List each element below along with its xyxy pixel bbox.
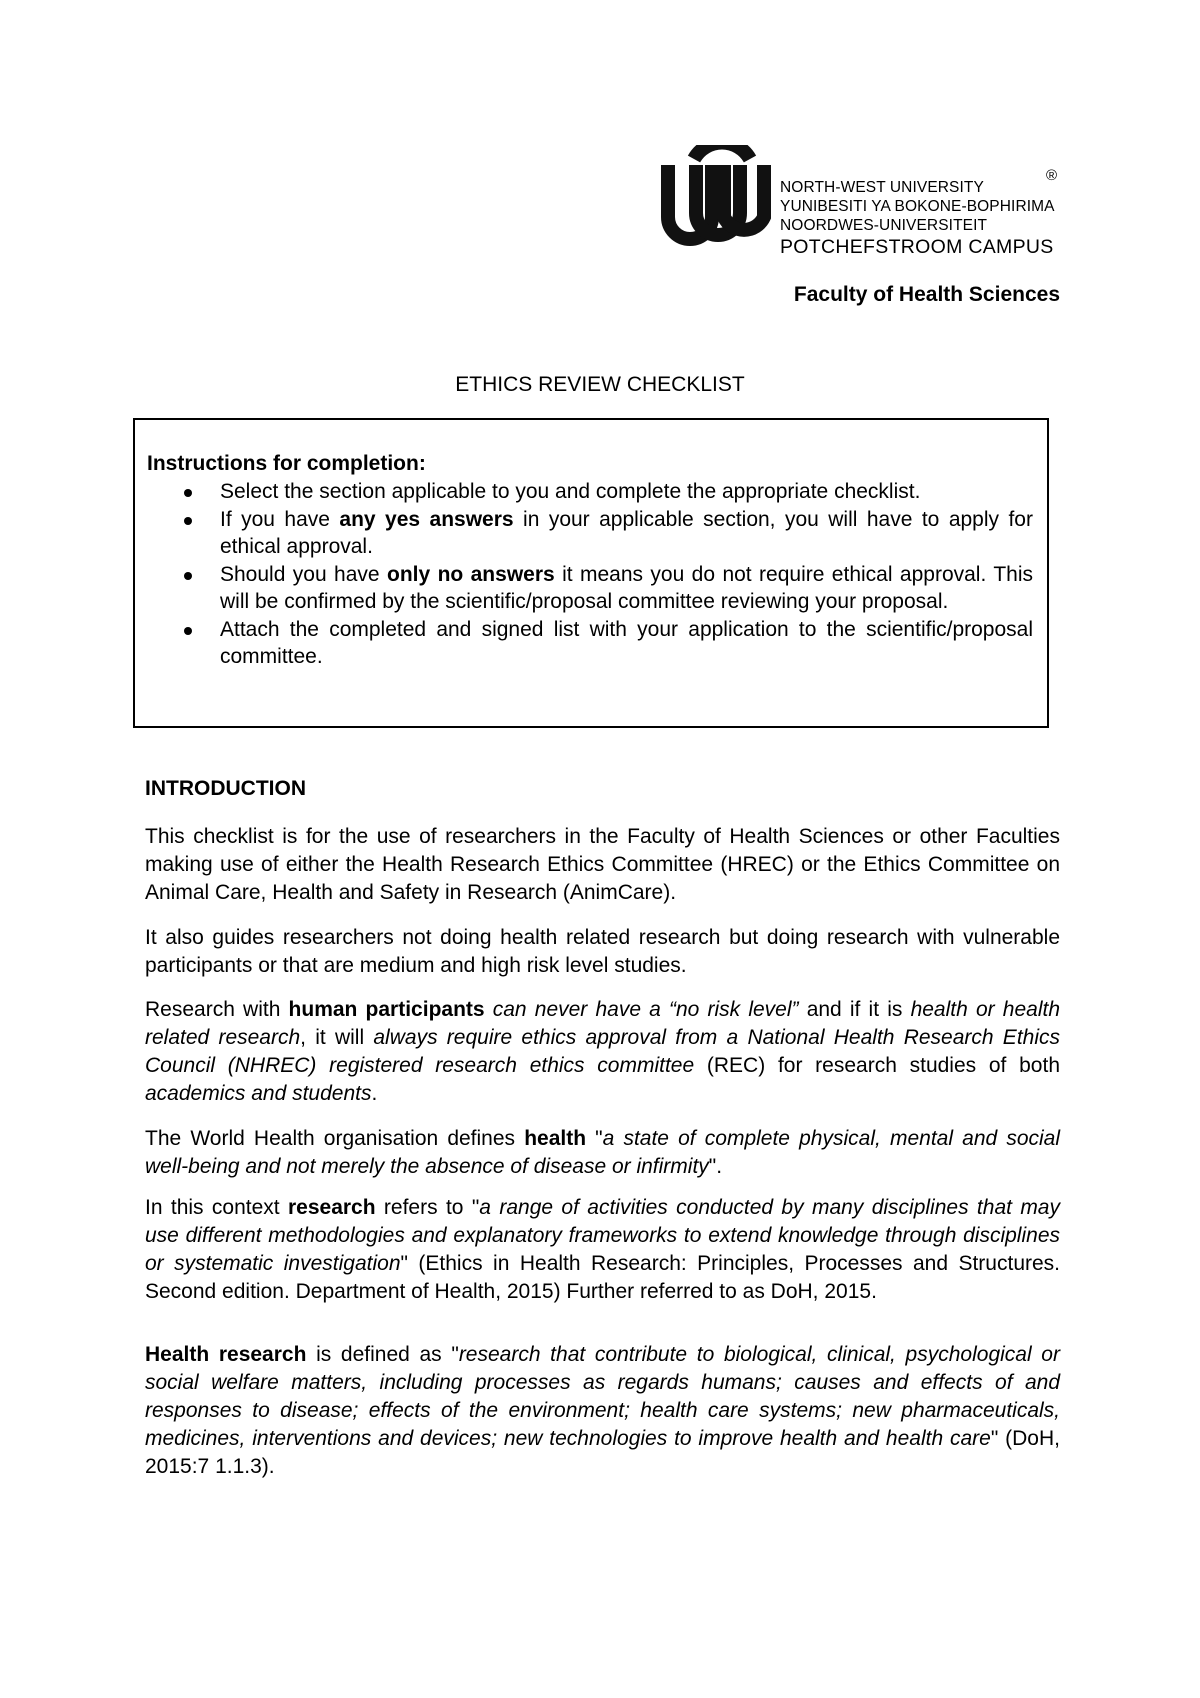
- instruction-item: [147, 506, 1033, 561]
- text-run: health: [524, 1127, 587, 1150]
- text-run: ": [586, 1127, 603, 1150]
- text-run: " (Ethics in Health Research: Principles, Processes and Structures. Second edition. Department of Health, 2015) Further referred to as DoH, 2015.: [145, 1252, 1060, 1303]
- introduction-heading: INTRODUCTION: [145, 777, 306, 800]
- intro-paragraph-2: [145, 924, 1060, 980]
- text-run: a state of complete physical, mental and social well-being and not merely the absence of disease or infirmity: [145, 1127, 1061, 1178]
- instruction-item: [147, 616, 1033, 671]
- logo-line-1: NORTH-WEST UNIVERSITY: [780, 179, 984, 196]
- text-run: it means you do not require ethical approval. This will be confirmed by the scientific/proposal committee reviewing your proposal.: [220, 562, 1033, 613]
- text-run: human participants: [288, 998, 485, 1021]
- text-run: Health research: [145, 1343, 307, 1366]
- text-run: It also guides researchers not doing health related research but doing research with vulnerable participants or that are medium and high risk level studies.: [145, 926, 1060, 977]
- instructions-heading: Instructions for completion:: [147, 452, 426, 475]
- text-run: only no answers: [387, 562, 555, 586]
- text-run: The World Health organisation defines: [145, 1127, 525, 1150]
- intro-paragraph-3: [145, 996, 1060, 1108]
- text-run: Attach the completed and signed list with your application to the scientific/proposal committee.: [220, 617, 1033, 668]
- faculty-name: Faculty of Health Sciences: [793, 283, 1060, 306]
- registered-mark: ®: [1046, 167, 1058, 184]
- text-run: In this context: [145, 1196, 288, 1219]
- logo-line-4: POTCHEFSTROOM CAMPUS: [780, 236, 1054, 258]
- text-run: can never have a “no risk level”: [492, 998, 799, 1021]
- nwu-logo-icon: [654, 145, 772, 263]
- text-run: .: [371, 1082, 378, 1105]
- text-run: This checklist is for the use of researchers in the Faculty of Health Sciences or other Faculties making use of either the Health Research Ethics Committee (HREC) or the Ethics Committee on Animal Care, Health and Safety in Research (AnimCare).: [145, 825, 1060, 904]
- text-run: , it will: [300, 1026, 374, 1049]
- text-run: research that contribute to biological, clinical, psychological or social welfare matters, including processes as regards humans; causes and effects of and responses to disease; effects of the environment; health care systems; new pharmaceuticals, medicines, interventions and devices; new technologies to improve health and health care: [145, 1343, 1060, 1450]
- intro-paragraph-4: [145, 1125, 1060, 1181]
- text-run: in your applicable section, you will have to apply for ethical approval.: [220, 507, 1033, 558]
- text-run: always require ethics approval from a National Health Research Ethics Council (NHREC) registered research ethics committee: [145, 1026, 1060, 1077]
- instructions-box: [133, 418, 1049, 728]
- bullet-icon: [184, 572, 192, 580]
- text-run: Select the section applicable to you and complete the appropriate checklist.: [220, 480, 921, 503]
- bullet-icon: [184, 517, 192, 525]
- intro-paragraph-6: [145, 1341, 1060, 1481]
- university-logo: [654, 145, 1064, 263]
- text-run: (REC) for research studies of both: [694, 1054, 1060, 1077]
- instruction-item: [147, 478, 1033, 506]
- instruction-item: [147, 561, 1033, 616]
- document-title: ETHICS REVIEW CHECKLIST: [455, 373, 745, 396]
- text-run: refers to ": [375, 1196, 480, 1219]
- text-run: " (DoH, 2015:7 1.1.3).: [145, 1427, 1060, 1478]
- text-run: health or health related research: [145, 998, 1060, 1049]
- bullet-icon: [184, 489, 192, 497]
- logo-line-3: NOORDWES-UNIVERSITEIT: [780, 217, 988, 234]
- text-run: and if it is: [798, 998, 911, 1021]
- text-run: If you have: [220, 507, 340, 531]
- intro-paragraph-5: [145, 1194, 1060, 1306]
- text-run: research: [287, 1196, 376, 1219]
- text-run: Research with: [145, 998, 289, 1021]
- text-run: a range of activities conducted by many disciplines that may use different methodologies and explanatory frameworks to extend knowledge through disciplines or systematic investigation: [145, 1196, 1060, 1275]
- text-run: ".: [708, 1155, 723, 1178]
- instructions-list: [147, 478, 1033, 671]
- text-run: [485, 998, 493, 1021]
- logo-line-2: YUNIBESITI YA BOKONE-BOPHIRIMA: [780, 198, 1055, 215]
- text-run: any yes answers: [339, 507, 514, 531]
- intro-paragraph-1: [145, 823, 1060, 907]
- text-run: is defined as ": [306, 1343, 459, 1366]
- text-run: Should you have: [220, 562, 387, 586]
- bullet-icon: [184, 627, 192, 635]
- text-run: academics and students: [145, 1082, 372, 1105]
